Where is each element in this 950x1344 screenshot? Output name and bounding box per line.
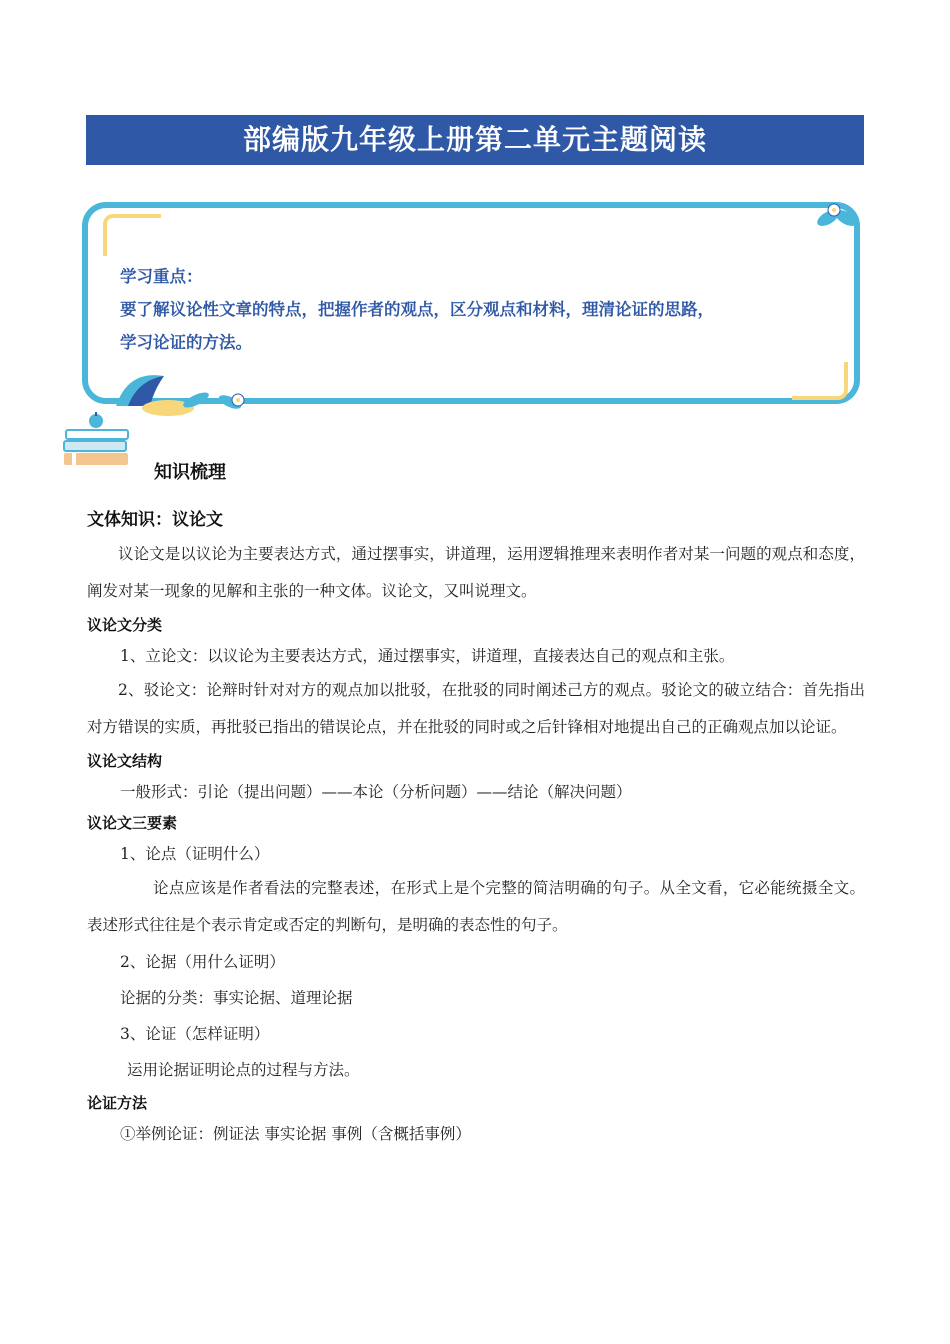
- book-stack-icon: [62, 412, 132, 470]
- genre-heading: 文体知识：议论文: [87, 510, 223, 530]
- method-item: ①举例论证：例证法 事实论据 事例（含概括事例）: [120, 1125, 471, 1143]
- document-body: [87, 505, 865, 1150]
- genre-intro: 议论文是以议论为主要表达方式，通过摆事实，讲道理，运用逻辑推理来表明作者对某一问题的观点和态度，阐发对某一现象的见解和主张的一种文体。议论文，又叫说理文。: [87, 545, 865, 600]
- corner-bracket-decoration: [103, 214, 161, 256]
- leaf-flower-icon: [812, 196, 860, 232]
- structure-text: 一般形式：引论（提出问题）——本论（分析问题）——结论（解决问题）: [120, 783, 632, 801]
- element-title: 3、论证（怎样证明）: [120, 1025, 270, 1043]
- element-text: 论点应该是作者看法的完整表述，在形式上是个完整的简洁明确的句子。从全文看，它必能统摄全文。表述形式往往是个表示肯定或否定的判断句，是明确的表态性的句子。: [87, 879, 865, 934]
- methods-heading: 论证方法: [87, 1094, 148, 1112]
- study-focus-line: 学习论证的方法。: [120, 333, 252, 352]
- study-focus-label: 学习重点：: [120, 267, 203, 286]
- section-heading: 知识梳理: [154, 462, 226, 483]
- classification-item: 2、驳论文：论辩时针对对方的观点加以批驳，在批驳的同时阐述己方的观点。驳论文的破立结合：首先指出对方错误的实质，再批驳已指出的错误论点，并在批驳的同时或之后针锋相对地提出自己的正确观点加以论证。: [87, 681, 865, 736]
- study-focus-text: [120, 260, 840, 359]
- element-title: 2、论据（用什么证明）: [120, 953, 285, 971]
- element-text: 论据的分类：事实论据、道理论据: [120, 989, 353, 1007]
- element-title: 1、论点（证明什么）: [120, 845, 270, 863]
- umbrella-leaf-icon: [108, 366, 268, 416]
- page-title: 部编版九年级上册第二单元主题阅读: [86, 115, 864, 165]
- element-text: 运用论据证明论点的过程与方法。: [127, 1061, 360, 1079]
- corner-bracket-decoration: [792, 362, 848, 400]
- study-focus-line: 要了解议论性文章的特点，把握作者的观点，区分观点和材料，理清论证的思路，: [120, 300, 714, 319]
- structure-heading: 议论文结构: [87, 752, 163, 770]
- classification-item: 1、立论文：以议论为主要表达方式，通过摆事实，讲道理，直接表达自己的观点和主张。: [120, 647, 735, 665]
- classification-heading: 议论文分类: [87, 616, 163, 634]
- elements-heading: 议论文三要素: [87, 814, 178, 832]
